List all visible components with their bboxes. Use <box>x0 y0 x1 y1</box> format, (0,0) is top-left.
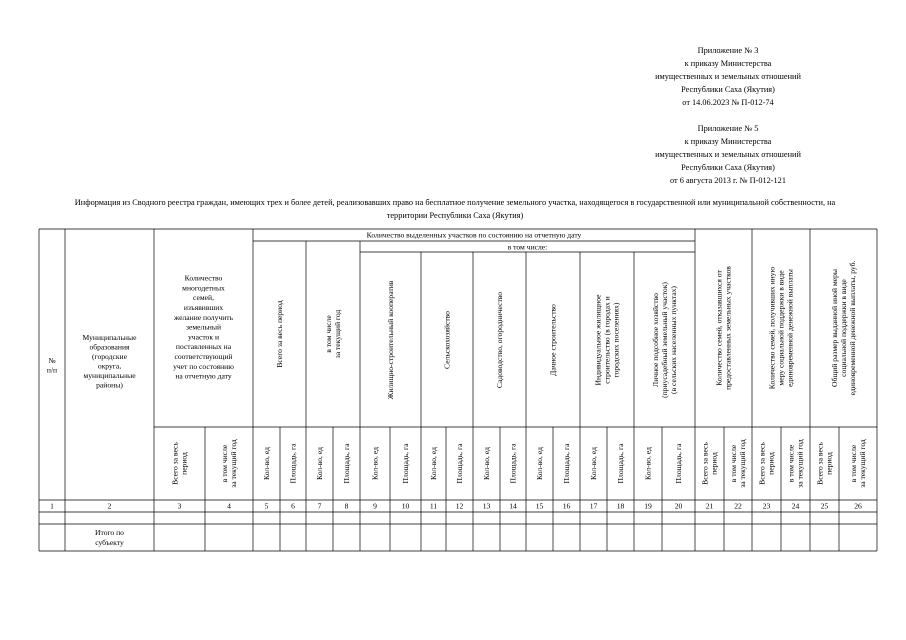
sub-total-period: Всего за весьпериод <box>757 442 776 485</box>
table-labels <box>47 231 867 547</box>
column-number: 20 <box>674 501 683 511</box>
col-mo-header: Муниципальные образования (городские округа, муниципальные районы) <box>82 332 137 390</box>
appendix-line: от 14.06.2023 № П-012-74 <box>682 98 774 107</box>
appendix-line: к приказу Министерства <box>684 59 772 68</box>
column-number: 10 <box>401 501 410 511</box>
column-number: 17 <box>589 501 598 511</box>
column-number: 22 <box>734 501 742 511</box>
sub-current-year: в том числеза текущий год <box>849 439 868 488</box>
sub-count: Кол-во, ед <box>482 447 492 480</box>
column-number: 8 <box>344 501 349 511</box>
sub-area: Площадь, га <box>401 443 411 484</box>
column-number: 14 <box>509 501 517 511</box>
appendix-line: Приложение № 3 <box>697 46 759 55</box>
received-support-header: Количество семей, получивших инуюмеру социальной поддержки в видеединовременной денежной выплаты <box>767 266 795 390</box>
current-year-header: в том числеза текущий год <box>324 309 343 359</box>
column-number: 2 <box>107 501 112 511</box>
sub-area: Площадь, га <box>616 443 626 484</box>
sub-count: Кол-во, ед <box>643 447 653 480</box>
column-number: 3 <box>177 501 182 511</box>
sub-current-year: в том числеза текущий год <box>729 439 748 488</box>
appendix-line: Приложение № 5 <box>697 124 759 133</box>
including-header: в том числе: <box>507 242 548 252</box>
sub-count: Кол-во, ед <box>429 447 439 480</box>
column-number: 24 <box>791 501 800 511</box>
sub-count: Кол-во, ед <box>370 447 380 480</box>
category-header: Индивидуальное жилищноестроительство (в городах игородских поселениях) <box>593 294 621 386</box>
column-number: 7 <box>317 501 322 511</box>
sub-count: Кол-во, ед <box>315 447 325 480</box>
column-number: 25 <box>820 501 829 511</box>
column-number: 21 <box>705 501 714 511</box>
col-np-header: № п/п <box>46 355 58 375</box>
sub-area: Площадь, га <box>562 443 572 484</box>
category-header: Личное подсобное хозяйство(приусадебный земельный участок)(в сельских населенных пунктах) <box>651 282 679 398</box>
sub-area: Площадь, га <box>674 443 684 484</box>
category-header: Садоводство, огородничество <box>495 291 505 389</box>
sub-total-period: Всего за весьпериод <box>815 442 834 485</box>
refused-header: Количество семей, отказавшихся отпредоставленных земельных участков <box>714 266 733 390</box>
appendix-line: к приказу Министерства <box>684 137 772 146</box>
sub-area: Площадь, га <box>342 443 352 484</box>
column-number: 18 <box>616 501 625 511</box>
sub-current-year: в том числеза текущий год <box>786 439 805 488</box>
sub-area: Площадь, га <box>508 443 518 484</box>
column-number: 9 <box>373 501 377 511</box>
sub-area: Площадь, га <box>455 443 465 484</box>
column-number: 4 <box>227 501 231 511</box>
document-title: Информация из Сводного реестра граждан, имеющих трех и более детей, реализовавших право на бесплатное получение земельного участка, находящегося в государственной или муниципальной собственности, на территории Республики Саха (Якутия) <box>74 198 836 220</box>
appendix-line: имущественных и земельных отношений <box>655 72 801 81</box>
column-number: 12 <box>455 501 464 511</box>
column-number: 26 <box>854 501 862 511</box>
sub-current-year: в том числеза текущий год <box>220 439 239 488</box>
column-number: 15 <box>535 501 544 511</box>
category-header: Дачное строительство <box>548 304 558 376</box>
column-number: 1 <box>50 501 54 511</box>
total-period-header: Всего за весь период <box>275 300 285 368</box>
sub-count: Кол-во, ед <box>262 447 272 480</box>
column-number: 11 <box>429 501 438 511</box>
column-number: 16 <box>562 501 571 511</box>
column-number: 13 <box>482 501 491 511</box>
sub-total-period: Всего за весьпериод <box>170 442 189 485</box>
sub-total-period: Всего за весьпериод <box>700 442 719 485</box>
sub-area: Площадь, га <box>288 443 298 484</box>
total-row-label: Итого по субъекту <box>95 528 124 548</box>
appendix-line: от 6 августа 2013 г. № П-012-121 <box>670 176 786 185</box>
column-number: 23 <box>762 501 771 511</box>
category-header: Жилищно-строительный кооператив <box>386 280 396 400</box>
support-amount-header: Общий размер выданной иной мерысоциальной поддержки в видеединовременной денежной выплаты, руб. <box>830 260 858 396</box>
appendix-line: имущественных и земельных отношений <box>655 150 801 159</box>
appendix-line: Республики Саха (Якутия) <box>681 85 775 94</box>
column-number: 5 <box>264 501 269 511</box>
category-header: Сельскохозяйство <box>442 311 452 369</box>
col-families-header: Количество многодетных семей, изъявивших желание получить земельный участок и поставленных на соответствующий учет по состоянию на отчетную дату <box>173 273 234 381</box>
sub-count: Кол-во, ед <box>535 447 545 480</box>
sub-count: Кол-во, ед <box>589 447 599 480</box>
appendix-line: Республики Саха (Якутия) <box>681 163 775 172</box>
allocated-header: Количество выделенных участков по состоянию на отчетную дату <box>366 230 582 240</box>
column-number: 19 <box>644 501 652 511</box>
column-number: 6 <box>291 501 295 511</box>
